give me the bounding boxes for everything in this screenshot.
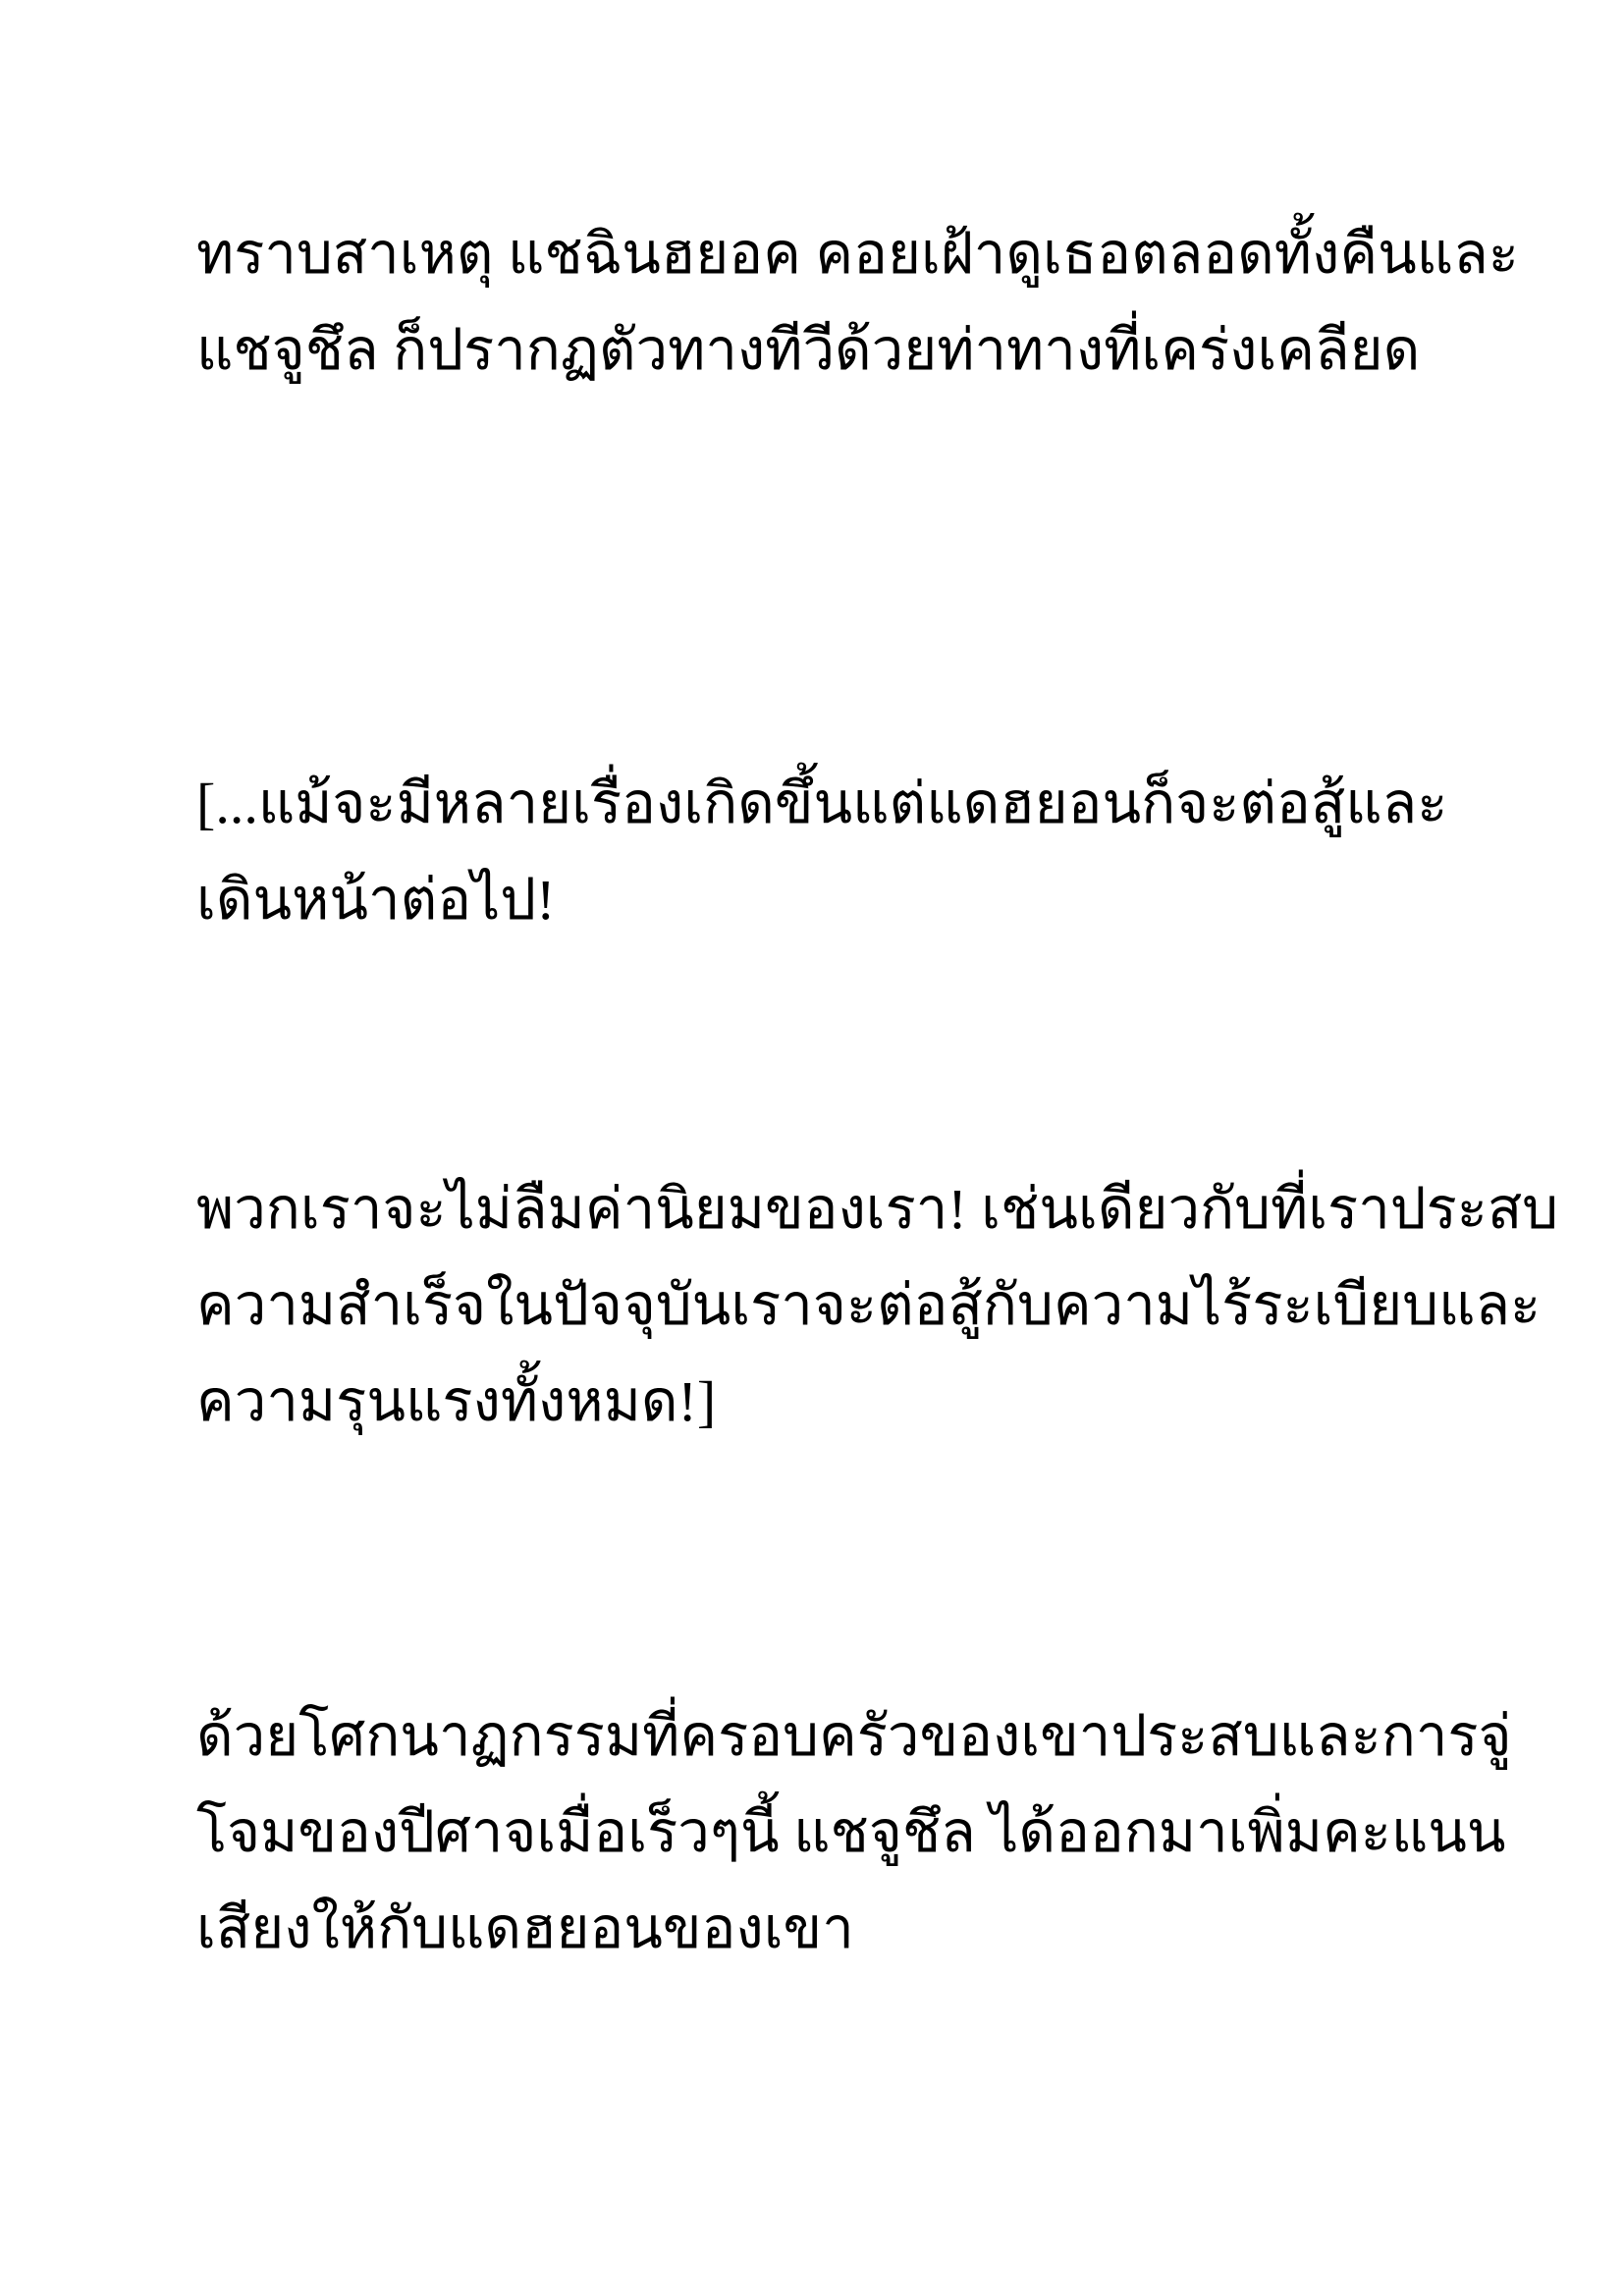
text-line: เดินหน้าต่อไป! [196, 868, 556, 932]
text-line: [...แม้จะมีหลายเรื่องเกิดขึ้นแต่แดฮยอนก็จะต่อสู้และ [196, 772, 1448, 835]
text-line: ด้วยโศกนาฏกรรมที่ครอบครัวของเขาประสบและการจู่ [196, 1704, 1512, 1768]
text-line: พวกเราจะไม่ลืมค่านิยมของเรา! เช่นเดียวกับที่เราประสบ [196, 1177, 1559, 1241]
paragraph [196, 1688, 1512, 1977]
text-line: ความรุนแรงทั้งหมด!] [196, 1369, 717, 1433]
text-line: เสียงให้กับแดฮยอนของเขา [196, 1896, 854, 1960]
text-line: แชจูชึล ก็ปรากฏตัวทางทีวีด้วยท่าทางที่เคร่งเคลียด [196, 318, 1421, 382]
text-line: โจมของปีศาจเมื่อเร็วๆนี้ แชจูชึล ได้ออกมาเพิ่มคะแนน [196, 1800, 1506, 1864]
paragraph [196, 1161, 1559, 1450]
paragraph [196, 206, 1519, 399]
text-line: ทราบสาเหตุ แชฉินฮยอค คอยเฝ้าดูเธอตลอดทั้งคืนและ [196, 222, 1519, 286]
paragraph [196, 756, 1473, 948]
text-line: ความสำเร็จในปัจจุบันเราจะต่อสู้กับความไร้ระเบียบและ [196, 1273, 1542, 1337]
